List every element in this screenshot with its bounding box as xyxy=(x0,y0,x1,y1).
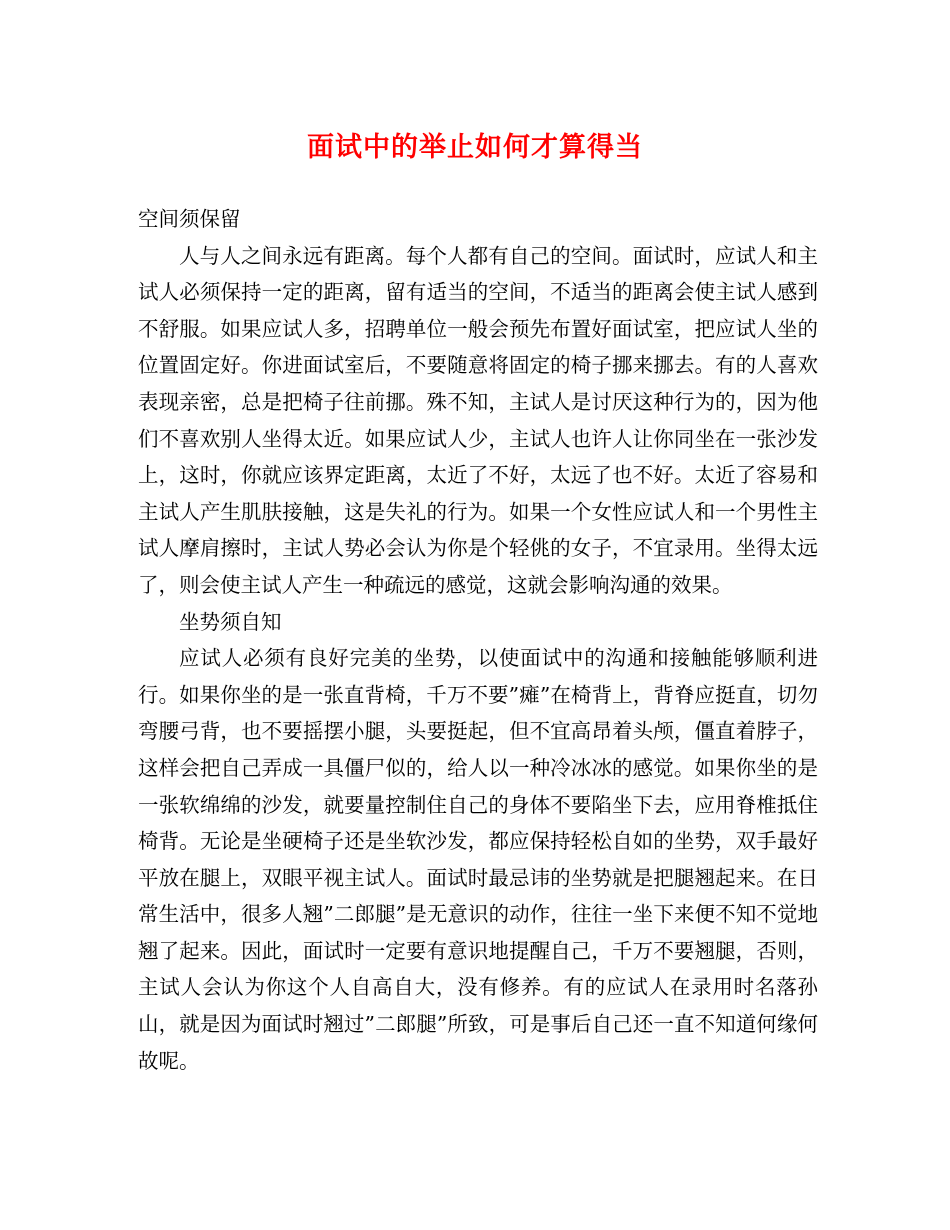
section-heading-space: 空间须保留 xyxy=(138,207,241,231)
paragraph-space: 人与人之间永远有距离。每个人都有自己的空间。面试时，应试人和主试人必须保持一定的距离，留有适当的空间，不适当的距离会使主试人感到不舒服。如果应试人多，招聘单位一般会预先布置好面试室，把应试人坐的位置固定好。你进面试室后，不要随意将固定的椅子挪来挪去。有的人喜欢表现亲密，总是把椅子往前挪。殊不知，主试人是讨厌这种行为的，因为他们不喜欢别人坐得太近。如果应试人少，主试人也许人让你同坐在一张沙发上，这时，你就应该界定距离，太近了不好，太远了也不好。太近了容易和主试人产生肌肤接触，这是失礼的行为。如果一个女性应试人和一个男性主试人摩肩擦时，主试人势必会认为你是个轻佻的女子，不宜录用。坐得太远了，则会使主试人产生一种疏远的感觉，这就会影响沟通的效果。 xyxy=(138,243,818,597)
document-title: 面试中的举止如何才算得当 xyxy=(307,132,643,163)
document-body xyxy=(138,201,818,1079)
section-heading-posture: 坐势须自知 xyxy=(179,609,282,634)
paragraph-posture: 应试人必须有良好完美的坐势，以使面试中的沟通和接触能够顺利进行。如果你坐的是一张直背椅，千万不要”瘫”在椅背上，背脊应挺直，切勿弯腰弓背，也不要摇摆小腿，头要挺起，但不宜高昂着头颅，僵直着脖子，这样会把自己弄成一具僵尸似的，给人以一种冷冰冰的感觉。如果你坐的是一张软绵绵的沙发，就要量控制住自己的身体不要陷坐下去，应用脊椎抵住椅背。无论是坐硬椅子还是坐软沙发，都应保持轻松自如的坐势，双手最好平放在腿上，双眼平视主试人。面试时最忌讳的坐势就是把腿翘起来。在日常生活中，很多人翘”二郎腿”是无意识的动作，往往一坐下来便不知不觉地翘了起来。因此，面试时一定要有意识地提醒自己，千万不要翘腿，否则，主试人会认为你这个人自高自大，没有修养。有的应试人在录用时名落孙山，就是因为面试时翘过”二郎腿”所致，可是事后自己还一直不知道何缘何故呢。 xyxy=(138,646,818,1073)
